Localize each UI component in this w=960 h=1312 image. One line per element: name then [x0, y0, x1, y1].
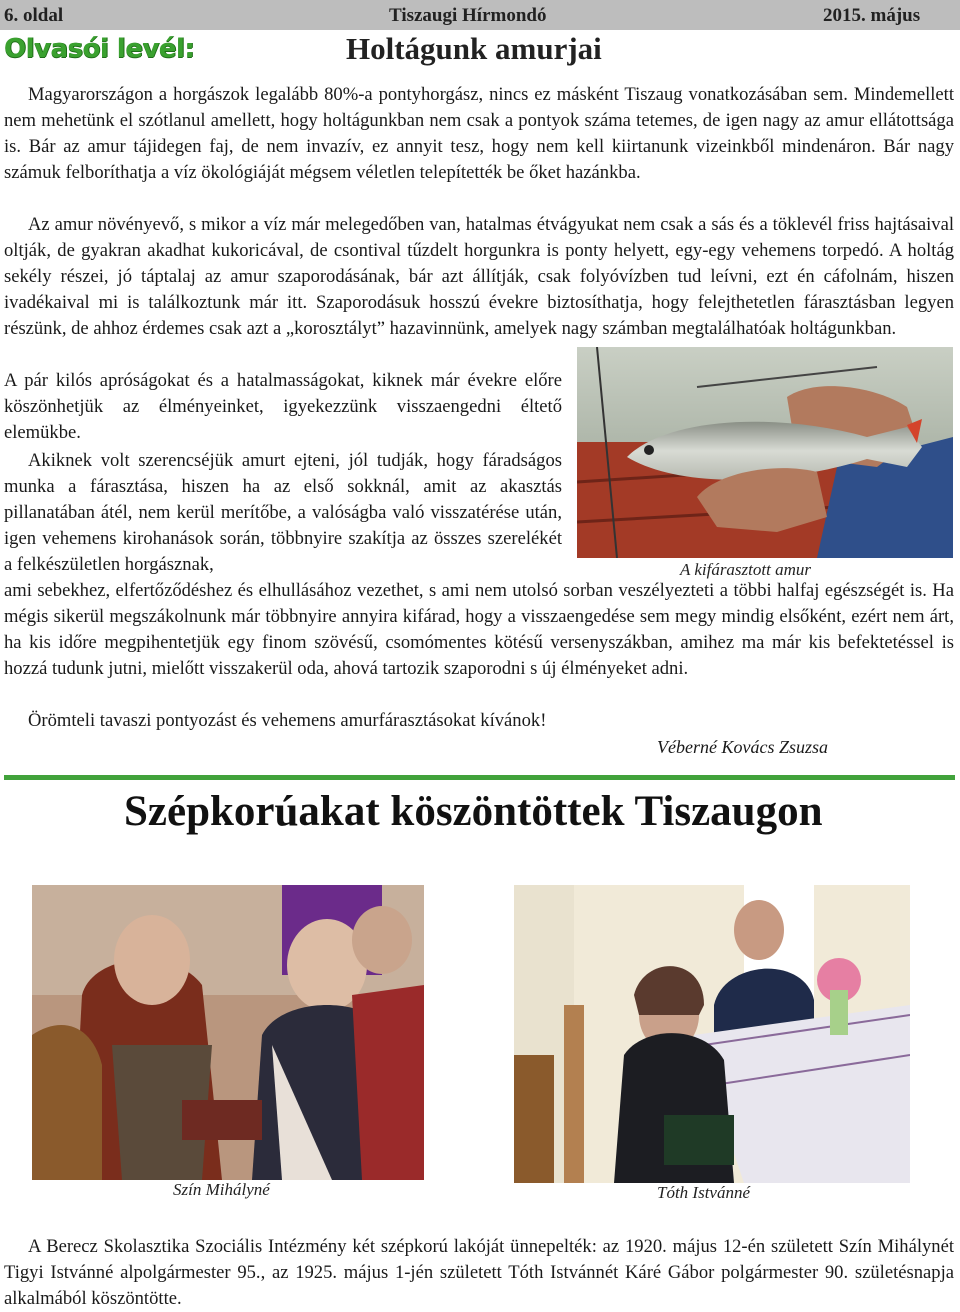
fish-photo-caption: A kifárasztott amur [680, 560, 811, 579]
article-paragraph-2: Az amur növényevő, s mikor a víz már melegedőben van, hatalmas étvágyukat nem csak a sás és a töklevél friss hajtásaival oltják, de gyakran akadhat kukoricával, de csontival tűzdelt horgunkra is ponty helyett, egy-egy vehemens torpedó. A holtág sekély részei, jó táptalaj az amur szaporodásának, bár azt állítják, csak folyóvízben tud leívni, ezt én cáfolnám, hiszen ivadékaival mi is találkoztunk már itt. Szaporodásuk hosszú évekre biztosíthatja, hogy felejthetetlen fárasztásban legyen részünk, de ahhoz érdemes csak azt a „korosztályt” hazavinnünk, amelyek nagy számban megtalálhatóak holtágunkban. [4, 214, 954, 339]
photo-toth-istvanne [514, 885, 910, 1183]
photo-szin-mihalyne [32, 885, 424, 1180]
article-paragraph-1: Magyarországon a horgászok legalább 80%-a pontyhorgász, nincs ez másként Tiszaug vonatkozásában sem. Mindemellett nem mehetünk el szótlanul amellett, hogy holtágunkban nem csak a pontyok száma tetemes, de igen nagy az amur ellátottsága is. Bár az amur tájidegen faj, de nem invazív, ez annyit tesz, hogy nem kell kiirtanunk vizeinkből mindenáron. Bár nagy számuk felboríthatja a víz ökológiáját mégsem véletlen telepítették be őket hazánkba. [4, 84, 954, 183]
publication-name: Tiszaugi Hírmondó [389, 5, 547, 26]
page-number: 6. oldal [4, 5, 64, 26]
article-paragraph-5: ami sebekhez, elfertőződéshez és elhullásához vezethet, s ami nem utolsó sorban veszélyezteti a többi halfaj egészségét is. Ha mégis sikerül megszákolnunk már többnyire annyira kifárad, hogy a visszaengedése sem megy mindig elsőként, ezért nem árt, ha kis időre megpihentetjük egy finom szövésű, csomómentes kötésű versenyszákban, amihez ma már kis befektetéssel is hozzá tudunk jutni, mielőtt visszakerül oda, ahová tartozik szaporodni s új élményeket adni. [4, 580, 954, 679]
photo-caption-left: Szín Mihályné [173, 1180, 270, 1199]
article-paragraph-3: A pár kilós apróságokat és a hatalmasságokat, kiknek már évekre előre köszönhetjük az élményeinket, igyekezzünk visszaengedni éltető elemükbe. [4, 370, 562, 443]
article-paragraph-6: Örömteli tavaszi pontyozást és vehemens amurfárasztásokat kívánok! [28, 710, 547, 731]
section-divider [4, 775, 955, 780]
article2-title: Szépkorúakat köszöntöttek Tiszaugon [124, 788, 823, 835]
issue-date: 2015. május [823, 5, 921, 26]
article2-body: A Berecz Skolasztika Szociális Intézmény két szépkorú lakóját ünnepelték: az 1920. május 12-én született Szín Mihálynét Tigyi Istvánné alpolgármester 95., az 1925. május 1-jén született Tóth Istvánnét Káré Gábor polgármester 90. születésnapja alkalmából köszöntötte. [4, 1236, 954, 1309]
photo-caption-right: Tóth Istvánné [657, 1183, 751, 1202]
fish-photo [577, 347, 953, 558]
article-title: Holtágunk amurjai [346, 31, 602, 66]
article-paragraph-4: Akiknek volt szerencséjük amurt ejteni, jól tudják, hogy fáradságos munka a fárasztása, hiszen ha az első sokknál, amit az akasztás pillanatában átél, nem kerül merítőbe, a valóságba való visszatérése után, igen vehemens kirohanások során, többnyire szakítja az összes szerelékét a felkészületlen horgásznak, [4, 450, 562, 575]
section-label: Olvasói levél: [4, 34, 195, 64]
article-author: Véberné Kovács Zsuzsa [657, 737, 828, 757]
